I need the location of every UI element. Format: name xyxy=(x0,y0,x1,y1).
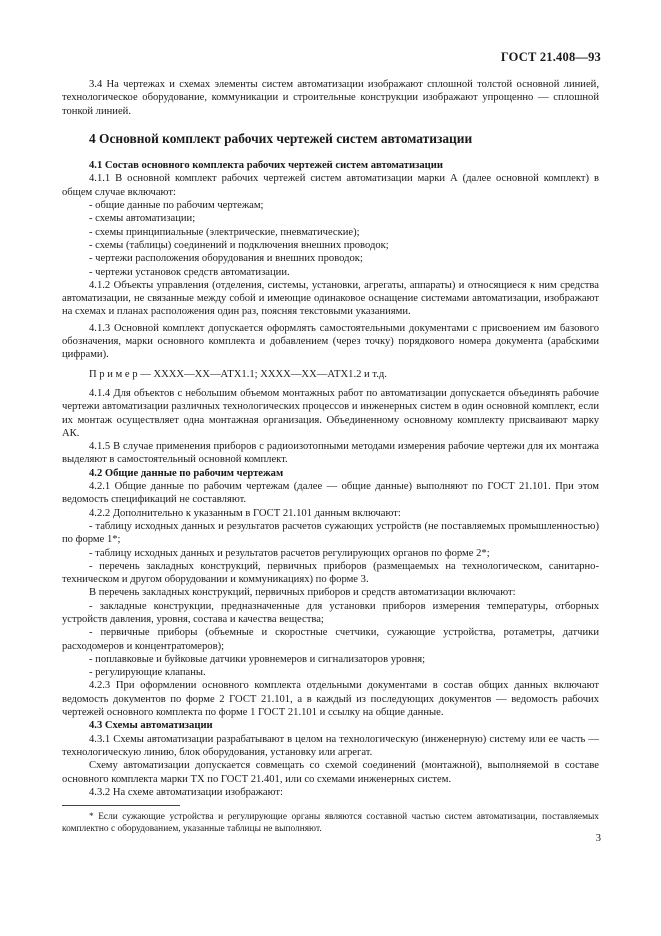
list-4-2-2-b xyxy=(62,600,599,680)
paragraph-4-3-2: 4.3.2 На схеме автоматизации изображают: xyxy=(89,786,283,798)
subsection-4-3-heading: 4.3 Схемы автоматизации xyxy=(89,720,213,732)
footnote-divider xyxy=(62,805,180,806)
list-item: - схемы (таблицы) соединений и подключения внешних проводок; xyxy=(89,239,389,251)
list-item: - поплавковые и буйковые датчики уровнемеров и сигнализаторов уровня; xyxy=(89,653,426,665)
example-line xyxy=(62,368,599,381)
paragraph-4-1-4: 4.1.4 Для объектов с небольшим объемом монтажных работ по автоматизации допускается объединять рабочие чертежи автоматизации различных технологических процессов и инженерных систем в один основной комплект, если их монтаж осуществляет одна монтажная организация. Объединенному основному комплекту присваивают марку АК. xyxy=(62,387,599,439)
paragraph-4-2-2: 4.2.2 Дополнительно к указанным в ГОСТ 21.101 данным включают: xyxy=(89,507,401,519)
paragraph-4-3-1: 4.3.1 Схемы автоматизации разрабатывают в целом на технологическую (инженерную) систему или ее часть — технологическую линию, блок оборудования, установку или агрегат. xyxy=(62,733,599,758)
section-4-heading: 4 Основной комплект рабочих чертежей систем автоматизации xyxy=(89,130,473,146)
example-text: ХХХХ—ХХ—АТХ1.1; ХХХХ—ХХ—АТХ1.2 и т.д. xyxy=(150,368,387,380)
list-item: - схемы принципиальные (электрические, пневматические); xyxy=(89,226,360,238)
list-item: - закладные конструкции, предназначенные для установки приборов измерения температуры, отборных устройств давления, уровня, состава и качества вещества; xyxy=(62,600,599,625)
subsection-4-1-heading: 4.1 Состав основного комплекта рабочих чертежей систем автоматизации xyxy=(89,160,443,172)
list-item: - таблицу исходных данных и результатов расчетов сужающих устройств (не поставляемых промышленностью) по форме 1*; xyxy=(62,520,599,546)
list-item: - таблицу исходных данных и результатов расчетов регулирующих органов по форме 2*; xyxy=(89,547,490,559)
document-code-header: ГОСТ 21.408—93 xyxy=(500,50,601,64)
paragraph-4-2-1: 4.2.1 Общие данные по рабочим чертежам (далее — общие данные) выполняют по ГОСТ 21.101. При этом ведомость спецификаций не составляют. xyxy=(62,481,599,506)
list-4-2-2 xyxy=(62,520,599,586)
paragraph-3-4: 3.4 На чертежах и схемах элементы систем автоматизации изображают сплошной толстой основной линией, технологическое оборудование, коммуникации и строительные конструкции изображают упрощенно — сплошной тонкой линией. xyxy=(62,79,599,117)
subsection-4-2-heading: 4.2 Общие данные по рабочим чертежам xyxy=(89,467,284,479)
list-item: - чертежи расположения оборудования и внешних проводок; xyxy=(89,253,363,265)
list-4-1-1 xyxy=(62,199,599,279)
list-item: - общие данные по рабочим чертежам; xyxy=(89,200,264,212)
example-label: П р и м е р — xyxy=(89,368,151,380)
paragraph-4-1-2: 4.1.2 Объекты управления (отделения, системы, установки, агрегаты, аппараты) и относящиеся к ним средства автоматизации, не связанные между собой и имеющие одинаковое оснащение системами автоматизации, изображают на схемах и планах расположения один раз, поясняя текстовыми указаниями. xyxy=(62,279,599,318)
paragraph-4-3-1-b: Схему автоматизации допускается совмещать со схемой соединений (монтажной), выполняемой в составе основного комплекта марки ТХ по ГОСТ 21.401, или со схемами инженерных систем. xyxy=(62,760,599,785)
list-item: - чертежи установок средств автоматизации. xyxy=(89,266,290,278)
list-item: - перечень закладных конструкций, первичных приборов (размещаемых на технологическом, санитарно-техническом и другом оборудовании и коммуникациях) по форме 3. xyxy=(62,560,599,586)
paragraph-4-1-5: 4.1.5 В случае применения приборов с радиоизотопными методами измерения рабочие чертежи для их монтажа выделяют в самостоятельный основной комплект. xyxy=(62,441,599,466)
paragraph-4-2-3: 4.2.3 При оформлении основного комплекта отдельными документами в состав общих данных включают ведомость документов по форме 2 ГОСТ 21.101, а в каждый из последующих документов — ведомость рабочих чертежей основного комплекта по форме 1 ГОСТ 21.101 и ссылку на общие данные. xyxy=(62,680,599,719)
page-number: 3 xyxy=(595,832,601,844)
footnote: * Если сужающие устройства и регулирующие органы являются составной частью систем автоматизации, поставляемых комплектно с оборудованием, указанные таблицы не выполняют. xyxy=(62,812,599,835)
paragraph-4-1-1: 4.1.1 В основной комплект рабочих чертежей систем автоматизации марки А (далее основной комплект) в общем случае включают: xyxy=(62,173,599,198)
paragraph-4-1-3: 4.1.3 Основной комплект допускается оформлять самостоятельными документами с присвоением им базового обозначения, марки основного комплекта и добавлением (через точку) порядкового номера документа (арабскими цифрами). xyxy=(62,322,599,361)
document-body xyxy=(62,78,599,835)
list-item: - первичные приборы (объемные и скоростные счетчики, сужающие устройства, ротаметры, датчики расходомеров и концентратомеров); xyxy=(62,627,599,652)
list-item: - схемы автоматизации; xyxy=(89,213,196,225)
list-item: - регулирующие клапаны. xyxy=(89,667,206,679)
paragraph-4-2-2-b: В перечень закладных конструкций, первичных приборов и средств автоматизации включают: xyxy=(89,587,516,599)
